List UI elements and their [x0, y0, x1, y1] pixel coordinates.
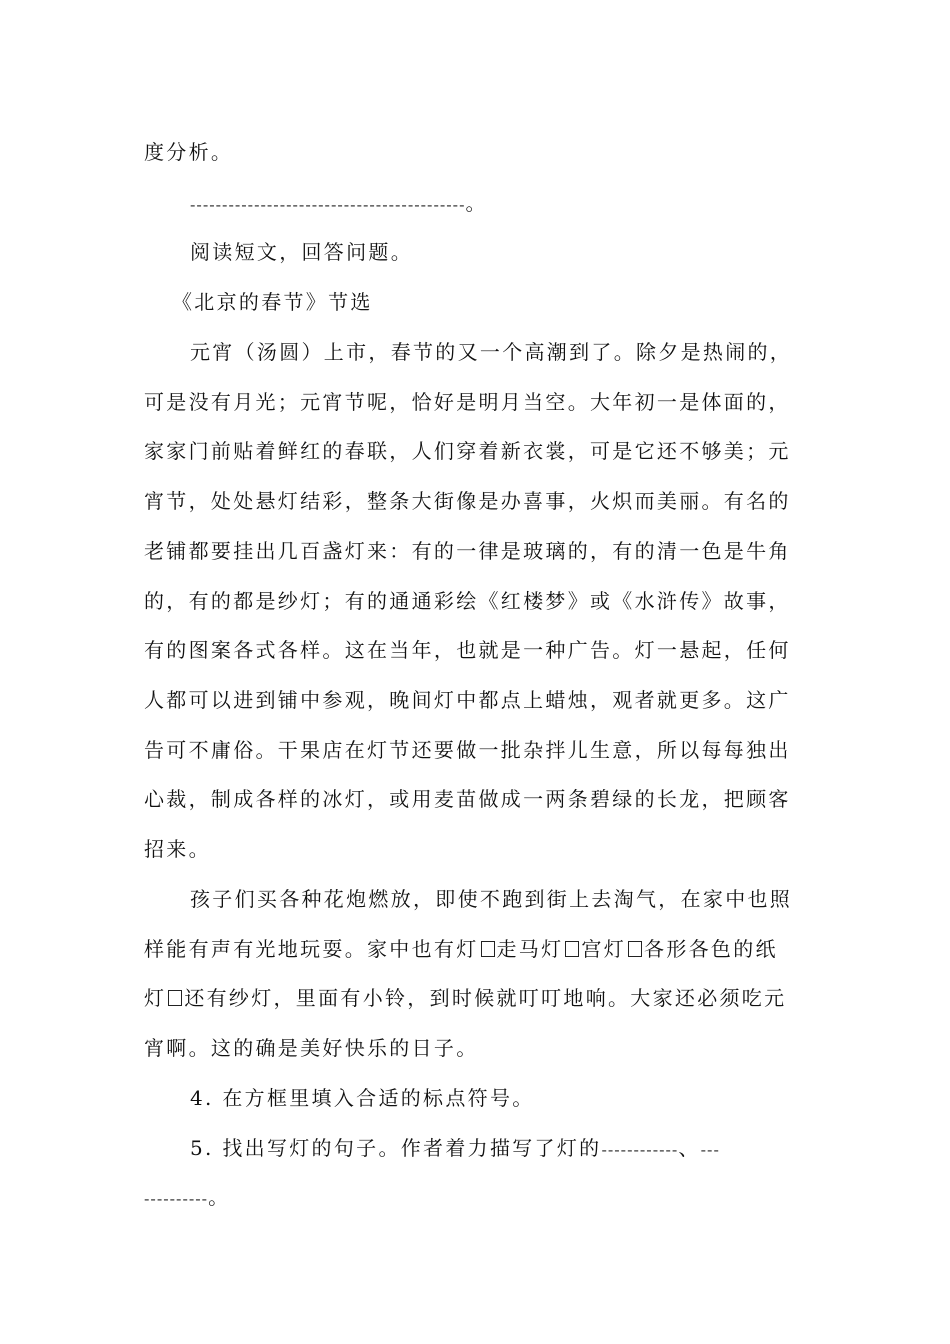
text-span: 走马灯	[496, 937, 564, 961]
answer-line	[190, 190, 814, 218]
paragraph-line	[144, 1035, 814, 1061]
text-span: 元宵（汤圆）上市，春节的又一个高潮到了。除夕是热闹的，	[190, 340, 793, 364]
instruction-text: 阅读短文，回答问题。	[190, 240, 413, 264]
text-span: 家家门前贴着鲜红的春联，人们穿着新衣裳，可是它还不够美；元	[144, 439, 791, 463]
paragraph-line	[144, 588, 814, 614]
text-span: 还有纱灯，里面有小铃，到时候就叮叮地响。大家还必须吃元	[184, 986, 787, 1010]
question-4	[190, 1085, 814, 1111]
punctuation-box[interactable]	[481, 941, 495, 957]
text-span: 心裁，制成各样的冰灯，或用麦苗做成一两条碧绿的长龙，把顾客	[144, 787, 791, 811]
text-span: 可是没有月光；元宵节呢，恰好是明月当空。大年初一是体面的，	[144, 390, 791, 414]
text-span: 老铺都要挂出几百盏灯来：有的一律是玻璃的，有的清一色是牛角	[144, 539, 791, 563]
text-span: 孩子们买各种花炮燃放，即使不跑到街上去淘气，在家中也照	[190, 887, 793, 911]
instruction-line	[190, 239, 814, 265]
paragraph-line	[144, 985, 814, 1011]
question-text: 4. 在方框里填入合适的标点符号。	[190, 1086, 535, 1110]
question-text: 5. 找出写灯的句子。作者着力描写了灯的	[190, 1136, 602, 1160]
text-span: 各形各色的纸	[644, 937, 778, 961]
paragraph-line	[144, 538, 814, 564]
punctuation-box[interactable]	[565, 941, 579, 957]
question-5	[190, 1135, 814, 1163]
text-span: 告可不庸俗。干果店在灯节还要做一批杂拌儿生意，所以每每独出	[144, 738, 791, 762]
text-span: 的，有的都是纱灯；有的通通彩绘《红楼梦》或《水浒传》故事，	[144, 589, 791, 613]
answer-blank[interactable]: ------------	[601, 1140, 679, 1159]
question-5-continued	[144, 1184, 814, 1212]
paragraph-line	[144, 488, 814, 514]
answer-blank[interactable]: ----------	[144, 1189, 209, 1208]
text-span: 样能有声有光地玩耍。家中也有灯	[144, 937, 479, 961]
passage-title-text: 《北京的春节》节选	[172, 290, 373, 314]
text-span: 。	[208, 1185, 231, 1209]
paragraph-line	[144, 687, 814, 713]
text-span: 有的图案各式各样。这在当年，也就是一种广告。灯一悬起，任何	[144, 638, 791, 662]
text-span: 招来。	[144, 837, 211, 861]
text-line	[144, 139, 814, 165]
paragraph-line	[144, 737, 814, 763]
paragraph-line	[190, 886, 814, 912]
paragraph-line	[144, 389, 814, 415]
text-span: 灯	[144, 986, 167, 1010]
text-span: 宵节，处处悬灯结彩，整条大街像是办喜事，火炽而美丽。有名的	[144, 489, 791, 513]
punctuation-box[interactable]	[628, 941, 642, 957]
text-span: 度分析。	[144, 140, 234, 164]
text-span: 宫灯	[581, 937, 627, 961]
passage-title	[172, 289, 842, 315]
paragraph-line	[144, 637, 814, 663]
text-span: 、	[678, 1136, 701, 1160]
paragraph-line	[144, 438, 814, 464]
text-span: 人都可以进到铺中参观，晚间灯中都点上蜡烛，观者就更多。这广	[144, 688, 791, 712]
punctuation-box[interactable]	[168, 990, 182, 1006]
text-span: 宵啊。这的确是美好快乐的日子。	[144, 1036, 479, 1060]
answer-blank[interactable]: ---	[700, 1140, 720, 1159]
paragraph-line	[144, 936, 814, 962]
paragraph-line	[144, 786, 814, 812]
answer-blank[interactable]: -------------------------------------------	[190, 195, 466, 214]
paragraph-line	[190, 339, 814, 365]
paragraph-line	[144, 836, 814, 862]
text-span: 。	[465, 191, 488, 215]
